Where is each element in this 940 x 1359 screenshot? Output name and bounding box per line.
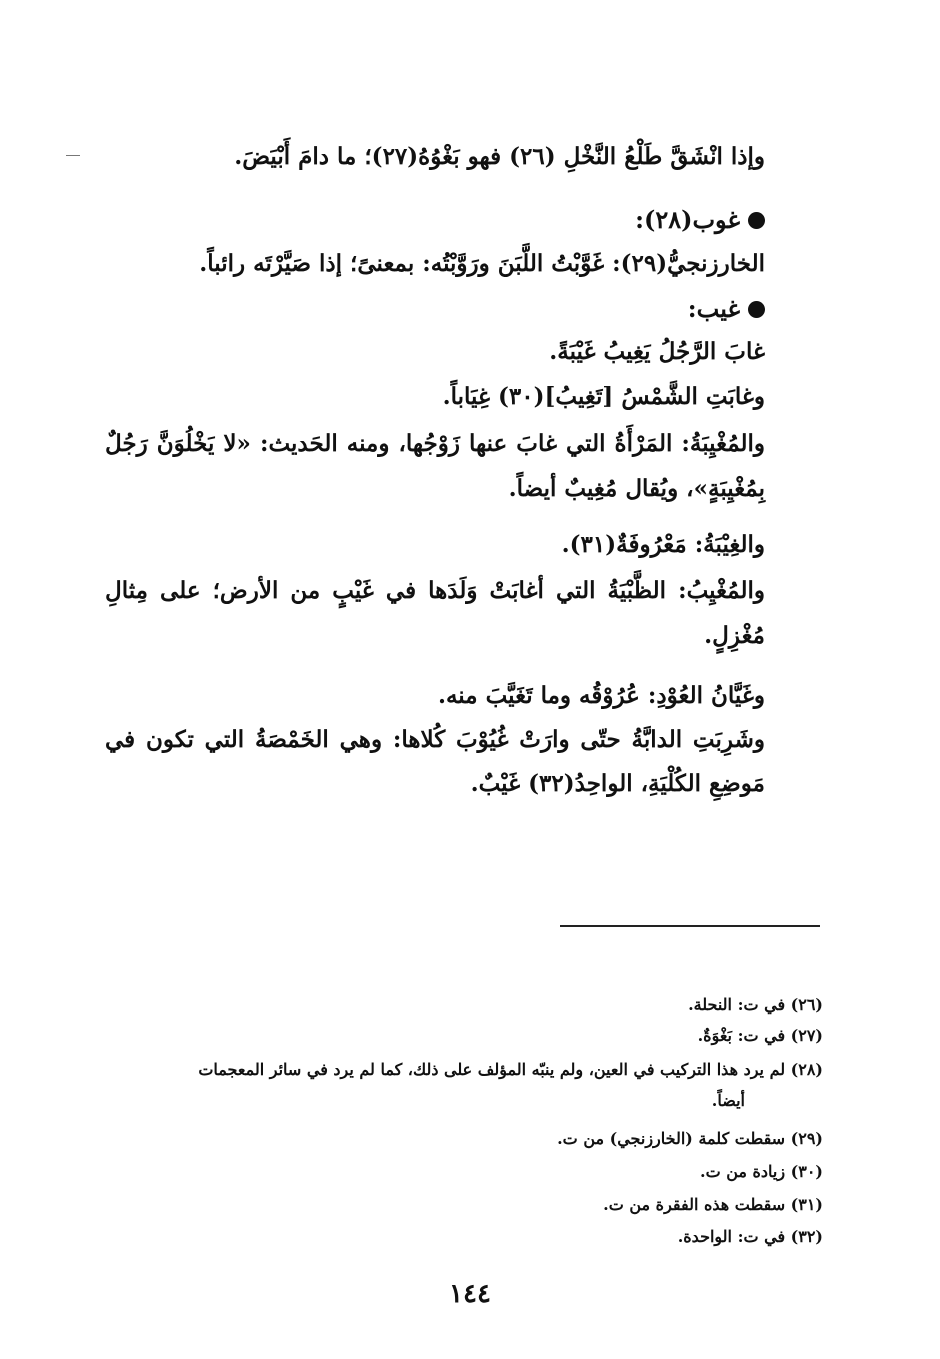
text-line-13: وشَرِبَتِ الدابَّةُ حتّى وارَتْ غُيُوْبَ كُلاها: وهي الخَمْصَةُ التي تكون في [105,726,765,753]
bullet-icon [748,212,765,229]
text-line-8: بِمُغْيِبَةٍ»، ويُقال مُغِيبٌ أيضاً. [508,475,765,502]
footnote-27: (٢٧) في ت: بَغْوَةٌ. [697,1026,823,1045]
text-line-9: والغِيْبَةُ: مَعْرُوفَةٌ(٣١). [561,531,765,558]
text-line-3: الخارزنجيُّ(٢٩): غَوَّبْتُ اللَّبَنَ ورَوَّبْتُه: بمعنىً؛ إذا صَيَّرْتَه رائباً. [199,250,765,277]
text-line-11: مُغْزِلٍ. [704,622,765,649]
text-line-12: وغَيَّانُ العُوْدِ: عُرُوْقُه وما تَغَيَّبَ منه. [437,682,765,709]
text-line-1: وإذا انْشَقَّ طَلْعُ النَّخْلِ (٢٦) فهو بَغْوُهُ(٢٧)؛ ما دامَ أَبْيَضَ. [234,143,765,170]
entry-heading-ghyb [105,287,765,331]
footnote-28: (٢٨) لم يرد هذا التركيب في العين، ولم ينبّه المؤلف على ذلك، كما لم يرد في سائر المعجمات [198,1060,823,1079]
margin-mark [66,155,80,156]
text-line-6: وغابَتِ الشَّمْسُ [تَغِيبُ](٣٠) غِيَاباً. [442,383,765,410]
entry-heading-ghwb [105,198,765,242]
footnote-30: (٣٠) زيادة من ت. [700,1162,823,1181]
footnote-31: (٣١) سقطت هذه الفقرة من ت. [603,1195,823,1214]
bullet-icon [748,301,765,318]
footnote-29: (٢٩) سقطت كلمة (الخارزنجي) من ت. [557,1129,823,1148]
footnote-28-continued: أيضاً. [711,1091,745,1110]
footnote-separator [560,925,820,927]
footnote-32: (٣٢) في ت: الواحدة. [677,1227,823,1246]
entry-heading-ghwb-label: غوب(٢٨): [635,205,740,234]
entry-heading-ghyb-label: غيب: [687,294,740,323]
footnote-26: (٢٦) في ت: النحلة. [688,995,823,1014]
text-line-10: والمُغْيِبُ: الظَّبْيَةُ التي أغابَتْ وَلَدَها في غَيْبٍ من الأرض؛ على مِثالِ [105,577,765,604]
text-line-5: غابَ الرَّجُلُ يَغِيبُ غَيْبَةً. [549,338,765,365]
page-number: ١٤٤ [449,1279,491,1309]
text-line-14: مَوضِعِ الكُلْيَةِ، الواحِدُ(٣٢) غَيْبٌ. [470,770,765,797]
text-line-7: والمُغْيِبَةُ: المَرْأَةُ التي غابَ عنها زَوْجُها، ومنه الحَديث: «لا يَخْلُوَنَّ رَجُلٌ [105,430,765,457]
